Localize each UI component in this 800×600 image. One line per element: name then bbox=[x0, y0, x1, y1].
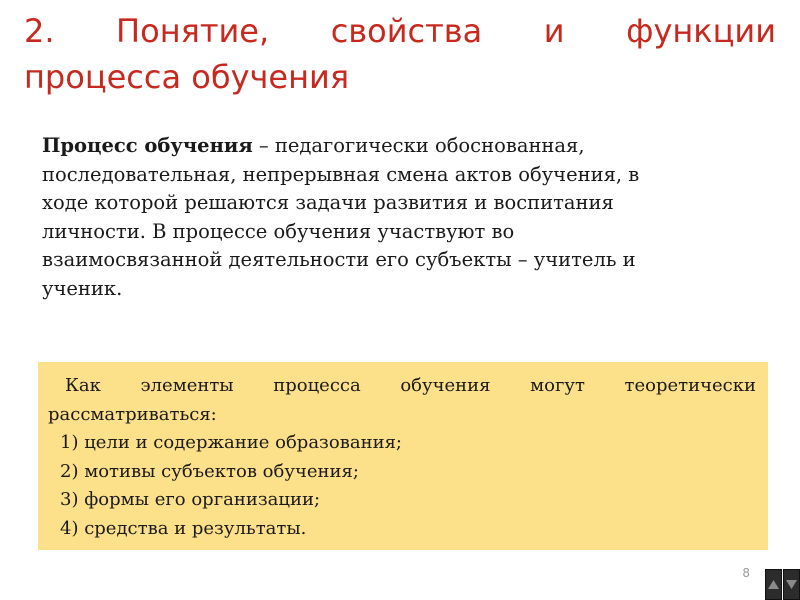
elements-intro-line-2: рассматриваться: bbox=[48, 403, 217, 425]
definition-line-4: личности. В процессе обучения участвуют во bbox=[42, 219, 515, 243]
page-number: 8 bbox=[742, 566, 750, 580]
slide-title bbox=[24, 8, 776, 100]
triangle-down-icon bbox=[785, 578, 798, 591]
definition-line-3: ходе которой решаются задачи развития и воспитания bbox=[42, 191, 614, 215]
definition-line-5: взаимосвязанной деятельности его субъекты – учитель и bbox=[42, 248, 636, 272]
elements-box bbox=[38, 362, 768, 550]
previous-slide-button[interactable] bbox=[765, 569, 782, 600]
list-item: 2) мотивы субъектов обучения; bbox=[60, 460, 359, 482]
next-slide-button[interactable] bbox=[783, 569, 800, 600]
elements-box-content bbox=[48, 372, 756, 544]
definition-text-start: – педагогически обоснованная, bbox=[252, 134, 585, 157]
definition-line-1 bbox=[42, 134, 585, 157]
list-item: 3) формы его организации; bbox=[60, 489, 321, 511]
list-item: 4) средства и результаты. bbox=[60, 517, 307, 539]
slide-title-line-1: 2. Понятие, свойства и функции bbox=[24, 12, 776, 50]
definition-line-2: последовательная, непрерывная смена актов обучения, в bbox=[42, 162, 640, 186]
definition-line-6: ученик. bbox=[42, 276, 123, 300]
slide-navigation bbox=[765, 569, 800, 600]
triangle-up-icon bbox=[767, 578, 780, 591]
definition-term: Процесс обучения bbox=[42, 134, 253, 157]
list-item: 1) цели и содержание образования; bbox=[60, 432, 402, 454]
elements-intro-line-1: Как элементы процесса обучения могут теоретически bbox=[65, 375, 756, 396]
elements-list bbox=[48, 429, 756, 543]
definition-paragraph bbox=[42, 132, 772, 304]
slide-title-line-2: процесса обучения bbox=[24, 58, 350, 96]
